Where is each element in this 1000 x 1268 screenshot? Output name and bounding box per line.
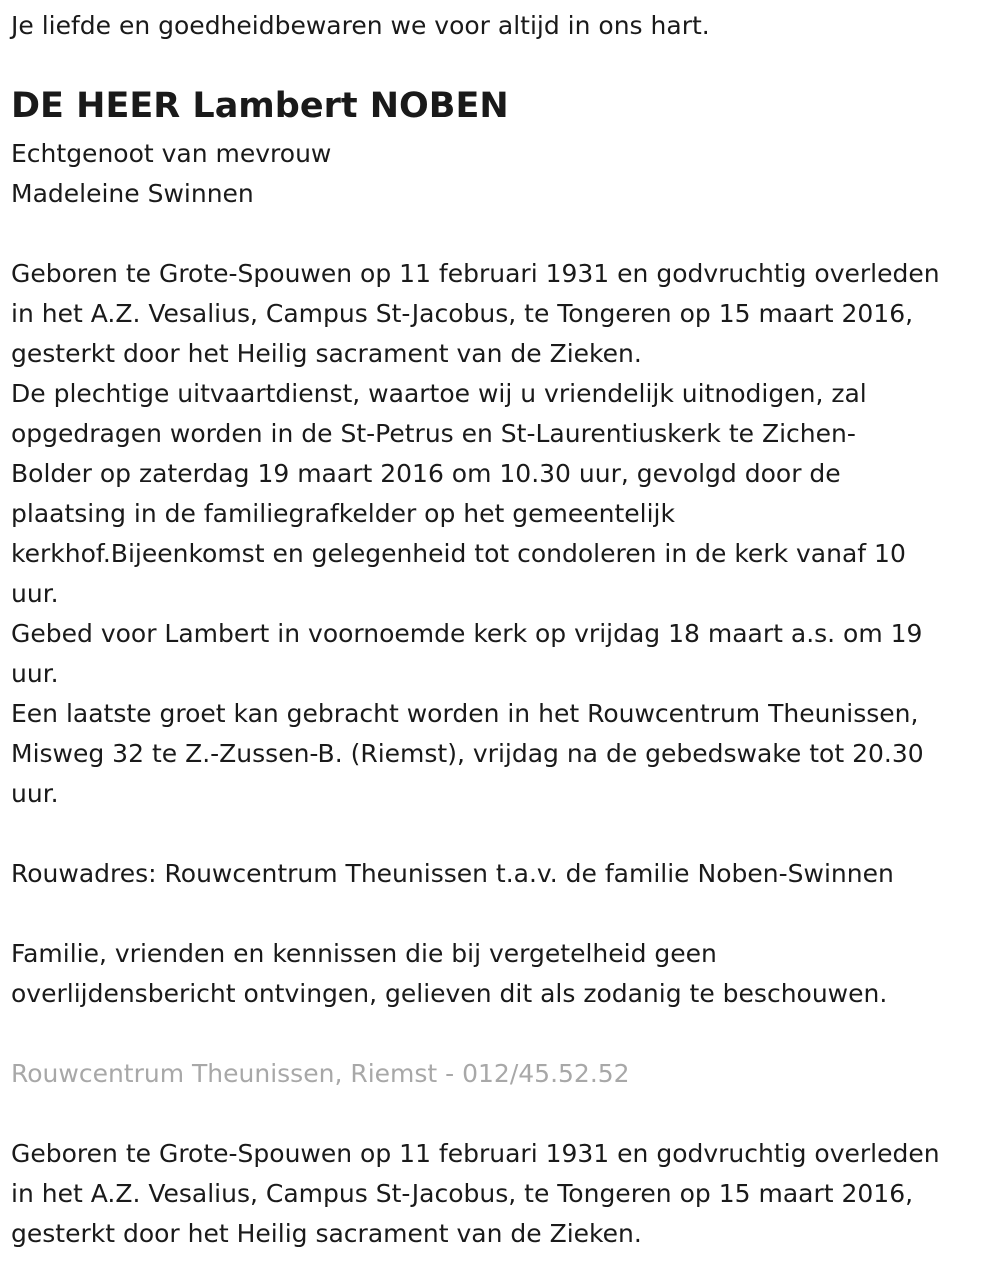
body-line: Geboren te Grote-Spouwen op 11 februari 1931 en godvruchtig overleden — [11, 259, 940, 288]
address-line: Rouwadres: Rouwcentrum Theunissen t.a.v. de familie Noben-Swinnen — [11, 859, 894, 888]
body-line: opgedragen worden in de St-Petrus en St-Laurentiuskerk te Zichen- — [11, 419, 856, 448]
repeat-line: in het A.Z. Vesalius, Campus St-Jacobus, te Tongeren op 15 maart 2016, — [11, 1179, 914, 1208]
announcement-body — [11, 254, 940, 814]
body-line: Gebed voor Lambert in voornoemde kerk op vrijdag 18 maart a.s. om 19 — [11, 619, 923, 648]
body-line: Een laatste groet kan gebracht worden in het Rouwcentrum Theunissen, — [11, 699, 919, 728]
body-line: Misweg 32 te Z.-Zussen-B. (Riemst), vrijdag na de gebedswake tot 20.30 — [11, 739, 924, 768]
funeral-home-contact — [11, 1054, 630, 1094]
body-line: kerkhof.Bijeenkomst en gelegenheid tot condoleren in de kerk vanaf 10 — [11, 539, 906, 568]
body-line: gesterkt door het Heilig sacrament van de Zieken. — [11, 339, 642, 368]
family-line: overlijdensbericht ontvingen, gelieven dit als zodanig te beschouwen. — [11, 979, 888, 1008]
spouse-block — [11, 134, 331, 214]
memorial-quote: Je liefde en goedheidbewaren we voor altijd in ons hart. — [11, 11, 710, 40]
family-line: Familie, vrienden en kennissen die bij vergetelheid geen — [11, 939, 717, 968]
deceased-name: DE HEER Lambert NOBEN — [11, 86, 509, 126]
spouse-line: Madeleine Swinnen — [11, 179, 254, 208]
body-line: Bolder op zaterdag 19 maart 2016 om 10.30 uur, gevolgd door de — [11, 459, 841, 488]
repeated-announcement — [11, 1134, 940, 1254]
mourning-address — [11, 854, 894, 894]
family-note — [11, 934, 887, 1014]
body-line: uur. — [11, 779, 59, 808]
funeral-home-line: Rouwcentrum Theunissen, Riemst - 012/45.52.52 — [11, 1059, 630, 1088]
body-line: uur. — [11, 659, 59, 688]
repeat-line: Geboren te Grote-Spouwen op 11 februari 1931 en godvruchtig overleden — [11, 1139, 940, 1168]
repeat-line: gesterkt door het Heilig sacrament van de Zieken. — [11, 1219, 642, 1248]
body-line: uur. — [11, 579, 59, 608]
spouse-line: Echtgenoot van mevrouw — [11, 139, 332, 168]
body-line: De plechtige uitvaartdienst, waartoe wij u vriendelijk uitnodigen, zal — [11, 379, 867, 408]
body-line: in het A.Z. Vesalius, Campus St-Jacobus, te Tongeren op 15 maart 2016, — [11, 299, 914, 328]
body-line: plaatsing in de familiegrafkelder op het gemeentelijk — [11, 499, 675, 528]
